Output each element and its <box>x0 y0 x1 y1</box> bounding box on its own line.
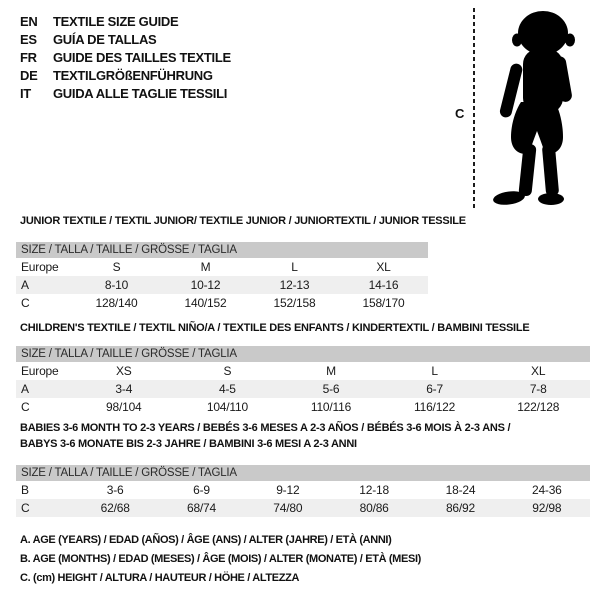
size-header: SIZE / TALLA / TAILLE / GRÖSSE / TAGLIA <box>16 346 590 362</box>
language-row <box>20 31 231 49</box>
size-cell: XL <box>376 260 391 274</box>
baby-silhouette-icon <box>487 8 582 210</box>
row-label: B <box>21 483 29 497</box>
size-cell: 110/116 <box>310 400 352 414</box>
size-cell: S <box>112 260 121 274</box>
size-cell: 116/122 <box>414 400 456 414</box>
size-cell: XL <box>531 364 546 378</box>
size-cell: 158/170 <box>362 296 405 310</box>
language-code: FR <box>20 50 37 65</box>
size-cell: S <box>223 364 232 378</box>
children-size-table <box>16 346 590 416</box>
table-row <box>16 276 428 294</box>
row-label: Europe <box>21 260 59 274</box>
table-row <box>16 481 590 499</box>
size-header-row <box>16 242 428 258</box>
row-label: C <box>21 400 30 414</box>
size-cell: 12-18 <box>359 483 389 497</box>
section-title-children: CHILDREN'S TEXTILE / TEXTIL NIÑO/A / TEXTILE DES ENFANTS / KINDERTEXTIL / BAMBINI TESSILE <box>20 322 530 334</box>
table-row <box>16 294 428 312</box>
section-title-junior: JUNIOR TEXTILE / TEXTIL JUNIOR/ TEXTILE JUNIOR / JUNIORTEXTIL / JUNIOR TESSILE <box>20 215 466 227</box>
size-cell: 128/140 <box>95 296 138 310</box>
section-title-babies: BABIES 3-6 MONTH TO 2-3 YEARS / BEBÉS 3-6 MESES A 2-3 AÑOS / BÉBÉS 3-6 MOIS À 2-3 ANS / BABYS 3-6 MONATE BIS 2-3 JAHRE / BAMBINI 3-6 MESI A 2-3 ANNI <box>20 422 511 450</box>
height-measure-label: C <box>455 106 465 121</box>
table-row <box>16 499 590 517</box>
size-cell: 9-12 <box>276 483 300 497</box>
table-row <box>16 258 428 276</box>
size-cell: 92/98 <box>504 499 590 517</box>
language-title: GUÍA DE TALLAS <box>53 32 157 47</box>
row-label: A <box>16 380 72 398</box>
babies-size-table <box>16 465 590 517</box>
language-row <box>20 85 231 103</box>
size-cell: 104/110 <box>206 400 248 414</box>
size-cell: 122/128 <box>517 400 560 414</box>
junior-size-table <box>16 242 428 312</box>
size-cell: 140/152 <box>184 296 227 310</box>
table-row <box>16 380 590 398</box>
language-title: TEXTILE SIZE GUIDE <box>53 14 179 29</box>
size-cell: 3-4 <box>72 380 176 398</box>
footnote-legend <box>20 531 421 588</box>
language-code: IT <box>20 86 31 101</box>
size-cell: 18-24 <box>445 483 476 497</box>
row-label: C <box>21 296 30 310</box>
size-header-row <box>16 346 590 362</box>
size-cell: 12-13 <box>250 276 339 294</box>
language-title: GUIDA ALLE TAGLIE TESSILI <box>53 86 228 101</box>
language-row <box>20 49 231 67</box>
height-dashed-line <box>473 8 475 208</box>
size-cell: 6-9 <box>193 483 210 497</box>
row-label: Europe <box>21 364 59 378</box>
language-code: ES <box>20 32 37 47</box>
table-row <box>16 398 590 416</box>
size-cell: 3-6 <box>106 483 124 497</box>
size-header: SIZE / TALLA / TAILLE / GRÖSSE / TAGLIA <box>16 465 590 481</box>
size-cell: 10-12 <box>161 276 250 294</box>
row-label: A <box>16 276 72 294</box>
language-title-list <box>20 13 231 103</box>
size-cell: L <box>291 260 298 274</box>
size-cell: 6-7 <box>383 380 487 398</box>
size-cell: 98/104 <box>106 400 142 414</box>
size-cell: L <box>431 364 438 378</box>
row-label: C <box>16 499 72 517</box>
language-code: DE <box>20 68 38 83</box>
size-cell: 62/68 <box>72 499 158 517</box>
size-cell: 152/158 <box>273 296 316 310</box>
size-cell: 74/80 <box>245 499 331 517</box>
size-cell: 68/74 <box>158 499 244 517</box>
size-header-row <box>16 465 590 481</box>
size-cell: M <box>326 364 336 378</box>
size-cell: 86/92 <box>417 499 503 517</box>
language-row <box>20 67 231 85</box>
size-cell: 7-8 <box>486 380 590 398</box>
size-cell: XS <box>115 364 132 378</box>
size-cell: M <box>200 260 211 274</box>
language-code: EN <box>20 14 38 29</box>
size-cell: 80/86 <box>331 499 417 517</box>
size-cell: 24-36 <box>531 483 562 497</box>
size-cell: 8-10 <box>72 276 161 294</box>
size-cell: 5-6 <box>279 380 383 398</box>
size-header: SIZE / TALLA / TAILLE / GRÖSSE / TAGLIA <box>16 242 428 258</box>
size-cell: 14-16 <box>339 276 428 294</box>
footnote-line: A. AGE (YEARS) / EDAD (AÑOS) / ÂGE (ANS) / ALTER (JAHRE) / ETÀ (ANNI) <box>20 534 392 546</box>
table-row <box>16 362 590 380</box>
size-cell: 4-5 <box>176 380 280 398</box>
language-row <box>20 13 231 31</box>
language-title: GUIDE DES TAILLES TEXTILE <box>53 50 231 65</box>
language-title: TEXTILGRÖßENFÜHRUNG <box>53 68 213 83</box>
footnote-line: C. (cm) HEIGHT / ALTURA / HAUTEUR / HÖHE / ALTEZZA <box>20 572 300 584</box>
footnote-line: B. AGE (MONTHS) / EDAD (MESES) / ÂGE (MOIS) / ALTER (MONATE) / ETÀ (MESI) <box>20 553 421 565</box>
